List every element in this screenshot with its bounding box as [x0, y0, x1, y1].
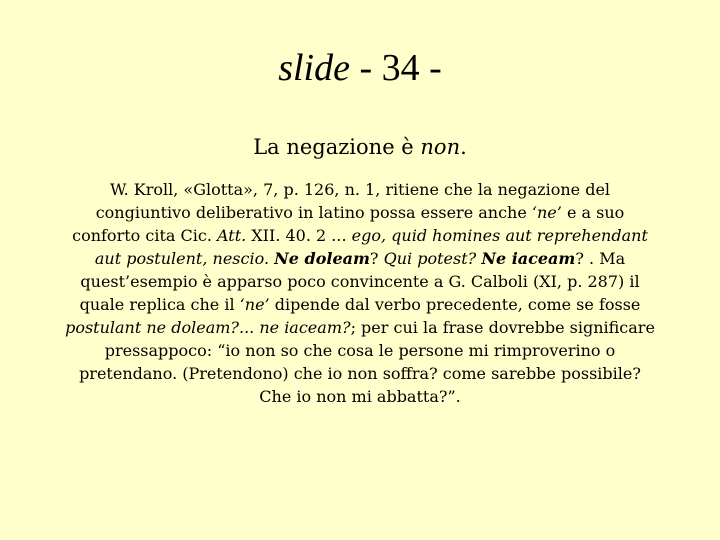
body-text: dipende dal verbo precedente, come se fosse	[269, 295, 641, 314]
subtitle-term: non	[420, 135, 461, 159]
body-latin-bold: Ne iaceam	[481, 249, 576, 268]
slide-subtitle	[0, 132, 720, 162]
body-latin-bold: Ne doleam	[274, 249, 370, 268]
slide-title-number: - 34 -	[349, 47, 442, 89]
body-text: e a suo conforto cita Cic.	[72, 203, 625, 245]
body-text: ? . Ma quest’esempio è apparso poco convincente a G. Calboli (XI, p. 287) il quale replica che il	[79, 249, 640, 314]
body-quote-ne: ‘ne’	[531, 203, 562, 222]
body-citation-att: Att.	[216, 226, 247, 245]
body-latin-quote: postulant ne doleam?... ne iaceam?	[65, 318, 351, 337]
body-quote-ne: ‘ne’	[239, 295, 270, 314]
slide-title-word: slide	[278, 47, 350, 89]
body-latin-quote: Qui potest?	[383, 249, 477, 268]
body-latin-quote: ego, quid homines aut reprehendant aut postulent, nescio.	[94, 226, 648, 268]
slide-title	[0, 44, 720, 92]
body-paragraph	[62, 178, 658, 408]
body-text: ; per cui la frase dovrebbe significare pressappoco: “io non so che cosa le persone mi rimproverino o pretendano. (Pretendono) che io non soffra? come sarebbe possibile? Che io non mi abbatta?”.	[79, 318, 655, 406]
subtitle-end: .	[460, 135, 467, 159]
subtitle-text: La negazione è	[253, 135, 421, 159]
body-text: ?	[369, 249, 384, 268]
body-text: W. Kroll, «Glotta», 7, p. 126, n. 1, ritiene che la negazione del congiuntivo deliberativo in latino possa essere anche	[95, 180, 611, 222]
body-text: XII. 40. 2 ...	[246, 226, 352, 245]
